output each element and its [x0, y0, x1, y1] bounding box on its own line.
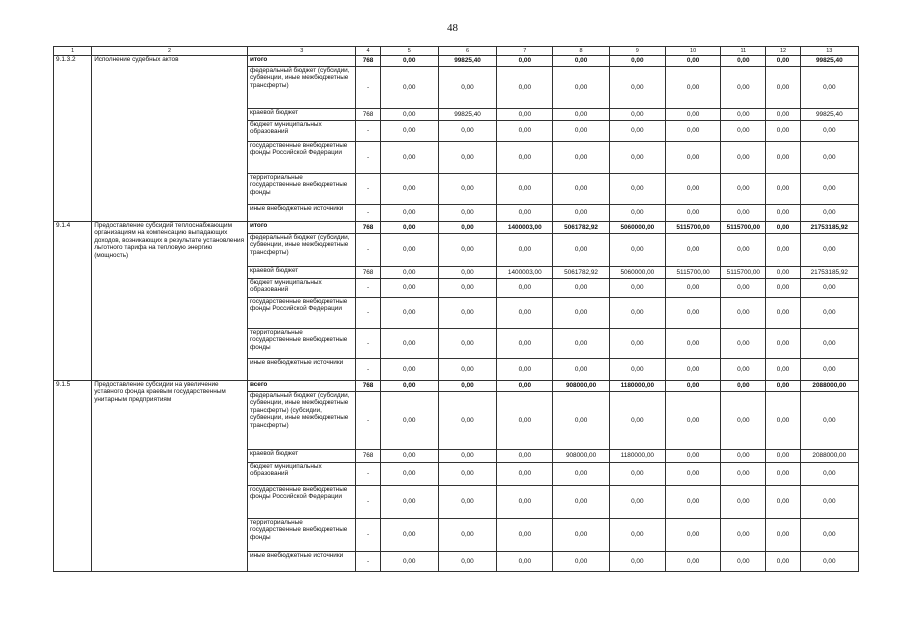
amount-cell: 99825,40	[438, 56, 496, 67]
amount-cell: 0,00	[721, 359, 766, 381]
amount-cell: 0,00	[380, 267, 438, 279]
amount-cell: 0,00	[665, 142, 720, 174]
amount-cell: 0,00	[609, 463, 665, 486]
header-cell: 13	[800, 47, 858, 56]
budget-code: -	[356, 234, 380, 267]
amount-cell: 0,00	[766, 298, 800, 329]
amount-cell: 99825,40	[438, 109, 496, 121]
amount-cell: 0,00	[380, 392, 438, 450]
amount-cell: 0,00	[553, 234, 609, 267]
amount-cell: 908000,00	[553, 381, 609, 392]
amount-cell: 0,00	[497, 450, 553, 463]
amount-cell: 0,00	[553, 298, 609, 329]
funding-source-label: территориальные государственные внебюджетные фонды	[247, 329, 356, 359]
amount-cell: 0,00	[766, 174, 800, 205]
amount-cell: 0,00	[438, 463, 496, 486]
amount-cell: 0,00	[800, 142, 858, 174]
amount-cell: 0,00	[800, 234, 858, 267]
funding-source-label: иные внебюджетные источники	[247, 205, 356, 222]
amount-cell: 0,00	[609, 519, 665, 552]
amount-cell: 0,00	[665, 392, 720, 450]
budget-code: -	[356, 298, 380, 329]
amount-cell: 0,00	[800, 359, 858, 381]
amount-cell: 0,00	[609, 109, 665, 121]
amount-cell: 0,00	[497, 174, 553, 205]
amount-cell: 0,00	[497, 298, 553, 329]
item-number: 9.1.3.2	[54, 56, 92, 222]
budget-table	[53, 46, 859, 572]
amount-cell: 0,00	[800, 205, 858, 222]
amount-cell: 0,00	[766, 381, 800, 392]
amount-cell: 0,00	[553, 174, 609, 205]
funding-source-label: государственные внебюджетные фонды Российской Федерации	[247, 298, 356, 329]
amount-cell: 1400003,00	[497, 222, 553, 234]
funding-source-label: краевой бюджет	[247, 109, 356, 121]
amount-cell: 0,00	[438, 298, 496, 329]
amount-cell: 0,00	[553, 56, 609, 67]
table-row	[54, 381, 859, 392]
amount-cell: 0,00	[553, 519, 609, 552]
amount-cell: 0,00	[766, 392, 800, 450]
amount-cell: 0,00	[497, 56, 553, 67]
amount-cell: 0,00	[721, 392, 766, 450]
amount-cell: 0,00	[800, 174, 858, 205]
amount-cell: 5115700,00	[721, 222, 766, 234]
amount-cell: 0,00	[609, 552, 665, 572]
budget-code: -	[356, 392, 380, 450]
amount-cell: 0,00	[766, 329, 800, 359]
amount-cell: 0,00	[380, 121, 438, 142]
amount-cell: 0,00	[609, 234, 665, 267]
budget-code: -	[356, 142, 380, 174]
amount-cell: 0,00	[665, 381, 720, 392]
amount-cell: 0,00	[438, 222, 496, 234]
header-cell: 6	[438, 47, 496, 56]
amount-cell: 5060000,00	[609, 222, 665, 234]
amount-cell: 0,00	[609, 329, 665, 359]
amount-cell: 0,00	[665, 174, 720, 205]
funding-source-label: федеральный бюджет (субсидии, субвенции, иные межбюджетные трансферты) (субсидии, субвенции, иные межбюджетные трансферты)	[247, 392, 356, 450]
amount-cell: 0,00	[766, 121, 800, 142]
amount-cell: 0,00	[665, 121, 720, 142]
header-cell: 8	[553, 47, 609, 56]
amount-cell: 0,00	[721, 519, 766, 552]
budget-code: 768	[356, 381, 380, 392]
amount-cell: 5115700,00	[721, 267, 766, 279]
amount-cell: 1180000,00	[609, 381, 665, 392]
amount-cell: 0,00	[553, 142, 609, 174]
table-body	[54, 47, 859, 572]
amount-cell: 0,00	[553, 392, 609, 450]
amount-cell: 0,00	[438, 67, 496, 109]
budget-code: 768	[356, 109, 380, 121]
amount-cell: 0,00	[609, 392, 665, 450]
amount-cell: 21753185,92	[800, 267, 858, 279]
item-name: Предоставление субсидии на увеличение уставного фонда краевым государственным унитарным предприятиям	[92, 381, 248, 572]
amount-cell: 0,00	[609, 56, 665, 67]
amount-cell: 0,00	[380, 222, 438, 234]
amount-cell: 5061782,92	[553, 222, 609, 234]
funding-source-label: бюджет муниципальных образований	[247, 279, 356, 298]
amount-cell: 0,00	[721, 142, 766, 174]
funding-source-label: краевой бюджет	[247, 450, 356, 463]
amount-cell: 0,00	[800, 298, 858, 329]
amount-cell: 0,00	[438, 234, 496, 267]
amount-cell: 0,00	[609, 279, 665, 298]
amount-cell: 0,00	[438, 142, 496, 174]
amount-cell: 0,00	[380, 463, 438, 486]
amount-cell: 0,00	[721, 205, 766, 222]
amount-cell: 0,00	[380, 142, 438, 174]
funding-source-label: бюджет муниципальных образований	[247, 121, 356, 142]
amount-cell: 0,00	[553, 329, 609, 359]
amount-cell: 0,00	[438, 552, 496, 572]
amount-cell: 0,00	[721, 381, 766, 392]
budget-code: -	[356, 486, 380, 519]
amount-cell: 0,00	[380, 359, 438, 381]
amount-cell: 0,00	[438, 121, 496, 142]
amount-cell: 0,00	[553, 121, 609, 142]
funding-source-label: бюджет муниципальных образований	[247, 463, 356, 486]
amount-cell: 0,00	[766, 109, 800, 121]
budget-code: -	[356, 552, 380, 572]
funding-source-label: федеральный бюджет (субсидии, субвенции, иные межбюджетные трансферты)	[247, 67, 356, 109]
amount-cell: 0,00	[665, 56, 720, 67]
amount-cell: 0,00	[497, 552, 553, 572]
amount-cell: 0,00	[766, 450, 800, 463]
budget-code: 768	[356, 450, 380, 463]
amount-cell: 2088000,00	[800, 381, 858, 392]
amount-cell: 0,00	[665, 519, 720, 552]
budget-code: -	[356, 121, 380, 142]
table-row	[54, 56, 859, 67]
amount-cell: 0,00	[800, 486, 858, 519]
amount-cell: 0,00	[766, 267, 800, 279]
amount-cell: 0,00	[800, 463, 858, 486]
amount-cell: 0,00	[497, 67, 553, 109]
amount-cell: 0,00	[497, 142, 553, 174]
amount-cell: 1400003,00	[497, 267, 553, 279]
amount-cell: 0,00	[497, 329, 553, 359]
amount-cell: 0,00	[380, 298, 438, 329]
amount-cell: 0,00	[438, 174, 496, 205]
amount-cell: 0,00	[438, 450, 496, 463]
amount-cell: 0,00	[665, 359, 720, 381]
amount-cell: 0,00	[609, 205, 665, 222]
budget-code: -	[356, 329, 380, 359]
amount-cell: 0,00	[721, 109, 766, 121]
amount-cell: 0,00	[800, 552, 858, 572]
amount-cell: 0,00	[380, 109, 438, 121]
amount-cell: 0,00	[721, 450, 766, 463]
header-cell: 2	[92, 47, 248, 56]
amount-cell: 0,00	[665, 298, 720, 329]
funding-source-label: всего	[247, 381, 356, 392]
funding-source-label: государственные внебюджетные фонды Российской Федерации	[247, 142, 356, 174]
budget-code: -	[356, 359, 380, 381]
amount-cell: 0,00	[609, 298, 665, 329]
amount-cell: 0,00	[380, 279, 438, 298]
amount-cell: 0,00	[553, 67, 609, 109]
amount-cell: 0,00	[438, 279, 496, 298]
amount-cell: 0,00	[766, 67, 800, 109]
amount-cell: 1180000,00	[609, 450, 665, 463]
amount-cell: 0,00	[766, 463, 800, 486]
header-cell: 3	[247, 47, 356, 56]
amount-cell: 0,00	[766, 234, 800, 267]
amount-cell: 0,00	[438, 267, 496, 279]
amount-cell: 0,00	[380, 56, 438, 67]
amount-cell: 0,00	[766, 486, 800, 519]
amount-cell: 0,00	[721, 174, 766, 205]
funding-source-label: территориальные государственные внебюджетные фонды	[247, 174, 356, 205]
amount-cell: 0,00	[721, 234, 766, 267]
amount-cell: 0,00	[665, 109, 720, 121]
amount-cell: 0,00	[380, 205, 438, 222]
header-cell: 4	[356, 47, 380, 56]
amount-cell: 0,00	[609, 121, 665, 142]
amount-cell: 0,00	[438, 381, 496, 392]
page-number: 48	[447, 22, 458, 34]
amount-cell: 0,00	[665, 205, 720, 222]
amount-cell: 0,00	[609, 67, 665, 109]
budget-code: -	[356, 279, 380, 298]
funding-source-label: иные внебюджетные источники	[247, 359, 356, 381]
amount-cell: 0,00	[438, 486, 496, 519]
table-row	[54, 222, 859, 234]
header-cell: 7	[497, 47, 553, 56]
amount-cell: 0,00	[800, 329, 858, 359]
amount-cell: 0,00	[721, 298, 766, 329]
amount-cell: 0,00	[800, 67, 858, 109]
amount-cell: 0,00	[497, 279, 553, 298]
amount-cell: 5061782,92	[553, 267, 609, 279]
header-cell: 5	[380, 47, 438, 56]
amount-cell: 0,00	[553, 279, 609, 298]
amount-cell: 99825,40	[800, 56, 858, 67]
amount-cell: 0,00	[380, 486, 438, 519]
amount-cell: 0,00	[497, 381, 553, 392]
amount-cell: 0,00	[665, 463, 720, 486]
amount-cell: 5115700,00	[665, 267, 720, 279]
amount-cell: 0,00	[721, 486, 766, 519]
amount-cell: 0,00	[497, 234, 553, 267]
amount-cell: 0,00	[609, 174, 665, 205]
amount-cell: 0,00	[721, 279, 766, 298]
amount-cell: 0,00	[380, 234, 438, 267]
amount-cell: 0,00	[380, 67, 438, 109]
amount-cell: 0,00	[497, 519, 553, 552]
amount-cell: 0,00	[497, 486, 553, 519]
amount-cell: 0,00	[438, 519, 496, 552]
amount-cell: 21753185,92	[800, 222, 858, 234]
amount-cell: 0,00	[721, 329, 766, 359]
amount-cell: 0,00	[721, 463, 766, 486]
funding-source-label: итого	[247, 222, 356, 234]
amount-cell: 0,00	[380, 519, 438, 552]
amount-cell: 0,00	[553, 109, 609, 121]
item-number: 9.1.4	[54, 222, 92, 381]
amount-cell: 0,00	[766, 359, 800, 381]
amount-cell: 0,00	[380, 552, 438, 572]
budget-code: 768	[356, 222, 380, 234]
funding-source-label: иные внебюджетные источники	[247, 552, 356, 572]
amount-cell: 0,00	[766, 279, 800, 298]
amount-cell: 0,00	[609, 486, 665, 519]
amount-cell: 0,00	[665, 234, 720, 267]
amount-cell: 0,00	[665, 552, 720, 572]
amount-cell: 0,00	[721, 121, 766, 142]
funding-source-label: территориальные государственные внебюджетные фонды	[247, 519, 356, 552]
amount-cell: 908000,00	[553, 450, 609, 463]
amount-cell: 0,00	[497, 463, 553, 486]
amount-cell: 0,00	[766, 519, 800, 552]
budget-code: -	[356, 205, 380, 222]
amount-cell: 0,00	[721, 56, 766, 67]
amount-cell: 0,00	[766, 552, 800, 572]
header-cell: 12	[766, 47, 800, 56]
amount-cell: 0,00	[553, 463, 609, 486]
amount-cell: 0,00	[800, 121, 858, 142]
budget-code: -	[356, 519, 380, 552]
amount-cell: 0,00	[665, 450, 720, 463]
amount-cell: 0,00	[438, 329, 496, 359]
amount-cell: 0,00	[380, 381, 438, 392]
budget-code: 768	[356, 267, 380, 279]
amount-cell: 0,00	[665, 67, 720, 109]
amount-cell: 0,00	[380, 450, 438, 463]
amount-cell: 0,00	[665, 486, 720, 519]
item-number: 9.1.5	[54, 381, 92, 572]
funding-source-label: государственные внебюджетные фонды Российской Федерации	[247, 486, 356, 519]
amount-cell: 0,00	[380, 329, 438, 359]
header-cell: 1	[54, 47, 92, 56]
amount-cell: 0,00	[497, 121, 553, 142]
funding-source-label: федеральный бюджет (субсидии, субвенции, иные межбюджетные трансферты)	[247, 234, 356, 267]
header-cell: 11	[721, 47, 766, 56]
amount-cell: 0,00	[553, 552, 609, 572]
amount-cell: 5060000,00	[609, 267, 665, 279]
header-cell: 10	[665, 47, 720, 56]
item-name: Предоставление субсидий теплоснабжающим организациям на компенсацию выпадающих доходов, возникающих в результате установления льготного тарифа на тепловую энергию (мощность)	[92, 222, 248, 381]
amount-cell: 0,00	[438, 359, 496, 381]
amount-cell: 0,00	[553, 205, 609, 222]
budget-code: 768	[356, 56, 380, 67]
item-name: Исполнение судебных актов	[92, 56, 248, 222]
budget-code: -	[356, 67, 380, 109]
amount-cell: 0,00	[497, 205, 553, 222]
amount-cell: 0,00	[497, 109, 553, 121]
column-number-header	[54, 47, 859, 56]
amount-cell: 0,00	[380, 174, 438, 205]
amount-cell: 0,00	[553, 359, 609, 381]
amount-cell: 0,00	[497, 359, 553, 381]
amount-cell: 0,00	[766, 56, 800, 67]
amount-cell: 2088000,00	[800, 450, 858, 463]
amount-cell: 0,00	[438, 205, 496, 222]
budget-code: -	[356, 463, 380, 486]
amount-cell: 0,00	[721, 67, 766, 109]
budget-code: -	[356, 174, 380, 205]
amount-cell: 0,00	[665, 279, 720, 298]
amount-cell: 0,00	[766, 222, 800, 234]
funding-source-label: краевой бюджет	[247, 267, 356, 279]
amount-cell: 0,00	[553, 486, 609, 519]
header-cell: 9	[609, 47, 665, 56]
amount-cell: 0,00	[438, 392, 496, 450]
amount-cell: 0,00	[609, 359, 665, 381]
amount-cell: 99825,40	[800, 109, 858, 121]
amount-cell: 0,00	[800, 519, 858, 552]
amount-cell: 0,00	[800, 279, 858, 298]
amount-cell: 0,00	[665, 329, 720, 359]
amount-cell: 5115700,00	[665, 222, 720, 234]
amount-cell: 0,00	[721, 552, 766, 572]
amount-cell: 0,00	[609, 142, 665, 174]
amount-cell: 0,00	[766, 142, 800, 174]
amount-cell: 0,00	[497, 392, 553, 450]
funding-source-label: итого	[247, 56, 356, 67]
amount-cell: 0,00	[766, 205, 800, 222]
amount-cell: 0,00	[800, 392, 858, 450]
